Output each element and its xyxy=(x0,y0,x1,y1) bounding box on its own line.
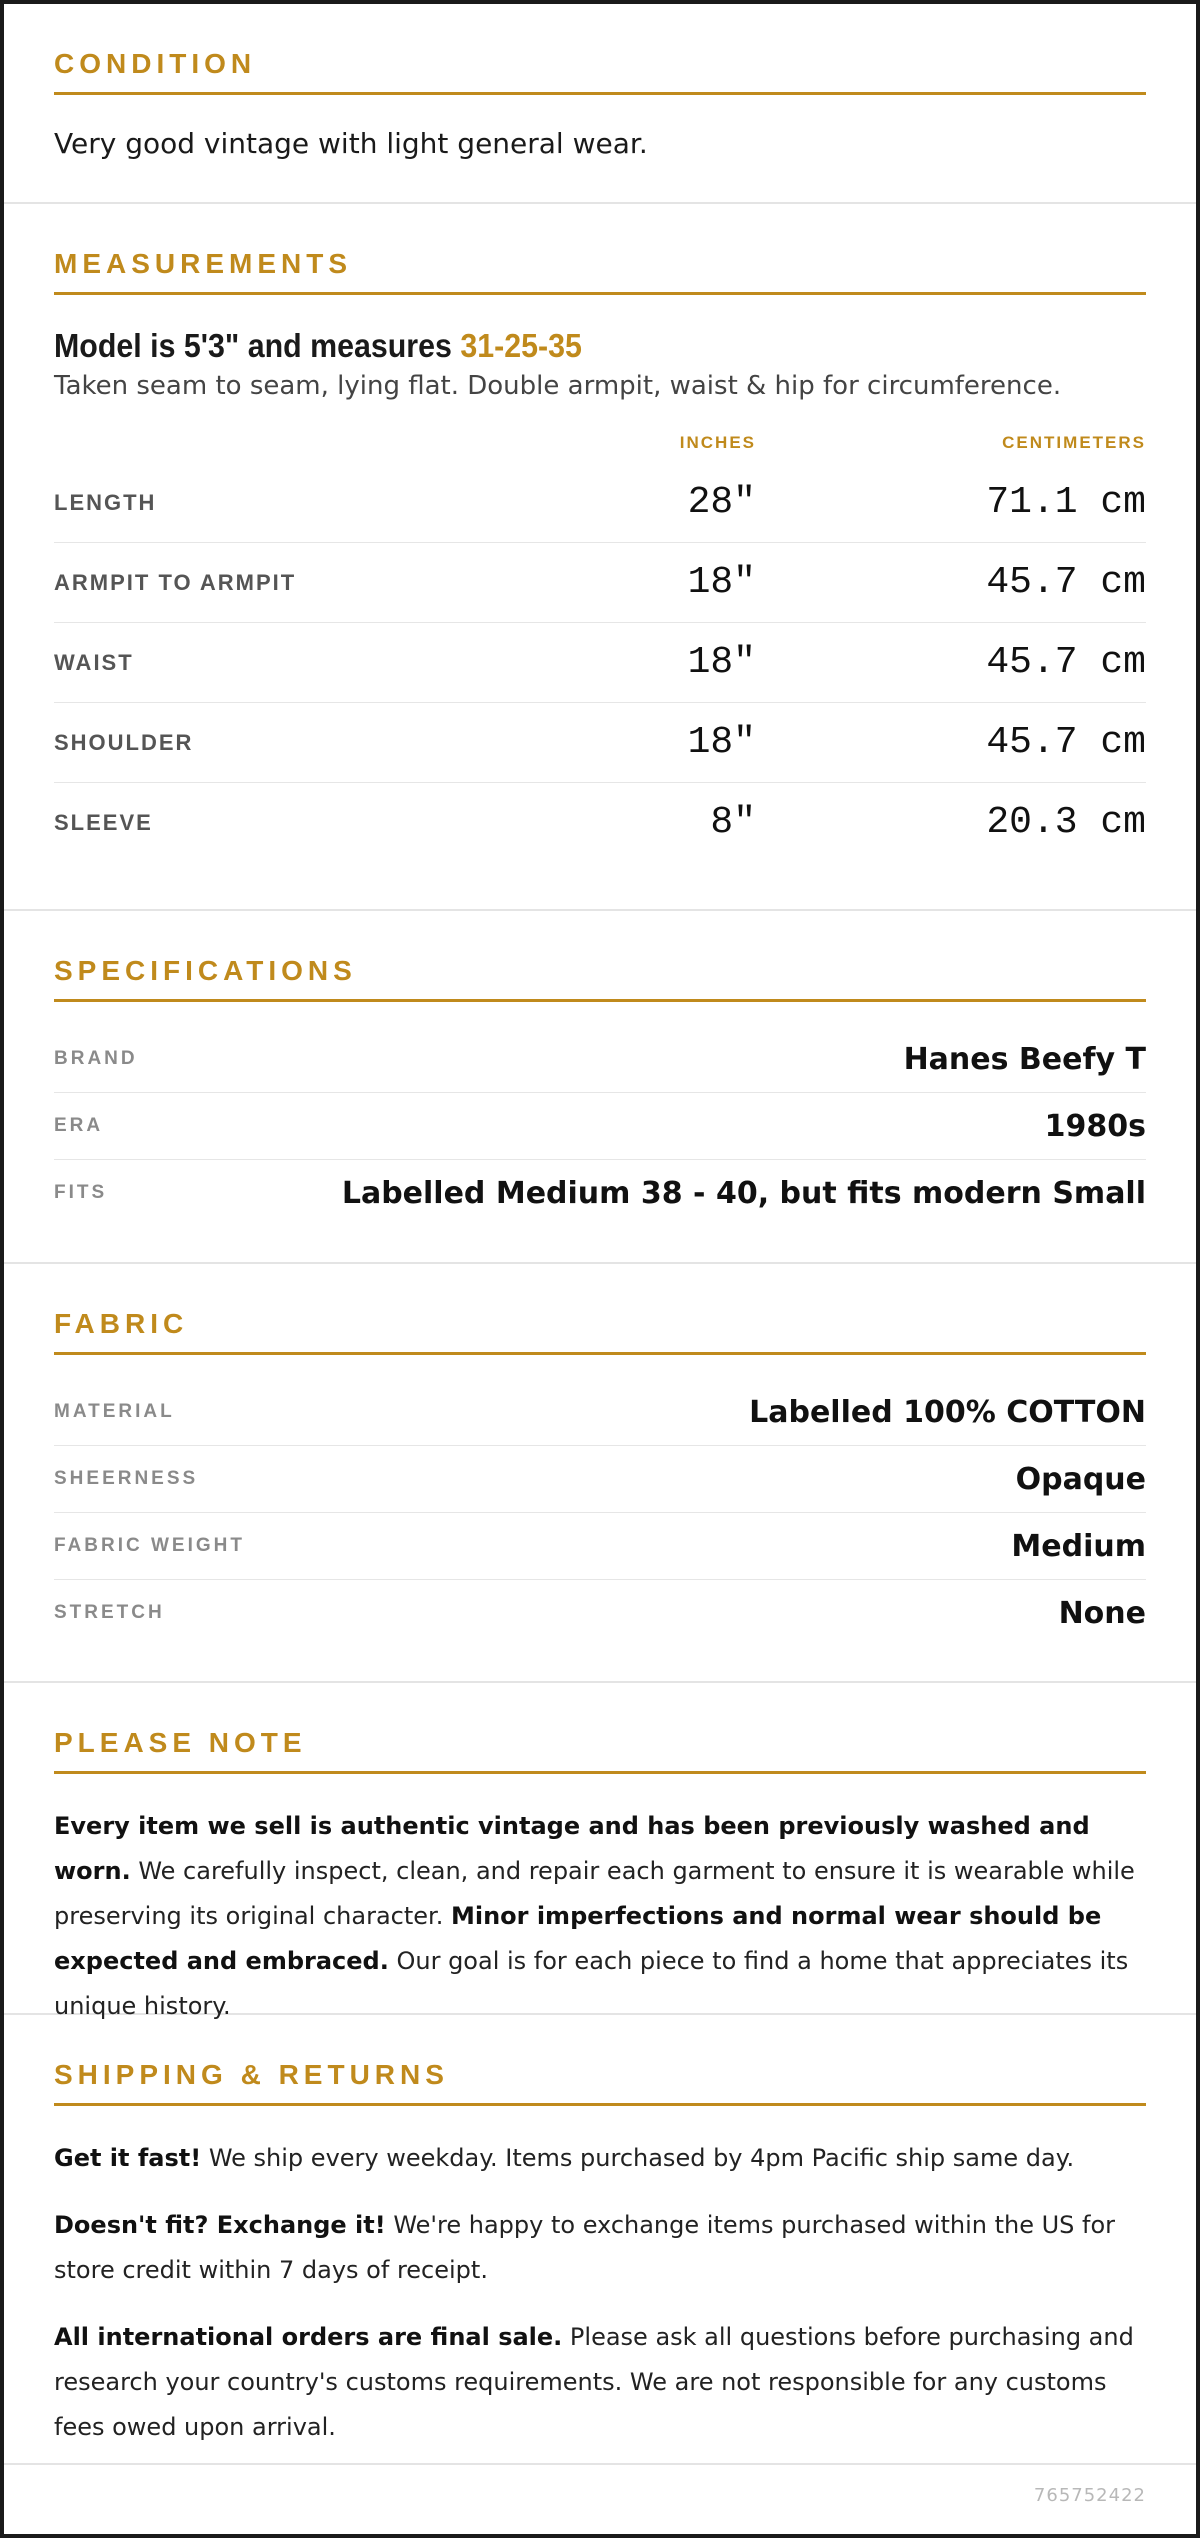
item-id: 765752422 xyxy=(1033,2485,1146,2506)
measurement-cm: 45.7 cm xyxy=(986,641,1146,684)
measurements-table xyxy=(54,423,1146,862)
spec-label: BRAND xyxy=(54,1048,138,1069)
specifications-section xyxy=(4,911,1196,1264)
fabric-value: Medium xyxy=(1011,1528,1146,1564)
note-emphasis: Minor imperfections and normal wear should be expected and embraced. xyxy=(54,1902,1102,1975)
spec-label: FITS xyxy=(54,1182,108,1203)
please-note-heading: PLEASE NOTE xyxy=(54,1727,1146,1774)
footer xyxy=(4,2465,1196,2531)
spec-value: Hanes Beefy T xyxy=(903,1041,1146,1077)
fabric-value: None xyxy=(1058,1595,1146,1631)
centimeters-column-header: CENTIMETERS xyxy=(1002,433,1146,452)
fabric-list xyxy=(54,1379,1146,1646)
model-prefix: Model is 5'3" and measures xyxy=(54,327,461,364)
table-row xyxy=(54,543,1146,623)
model-measurements xyxy=(54,327,1059,365)
condition-section xyxy=(4,4,1196,204)
measurement-method-note: Taken seam to seam, lying flat. Double armpit, waist & hip for circumference. xyxy=(54,371,1062,401)
note-body: Our goal is for each piece to find a home that appreciates its unique history. xyxy=(54,1947,1129,2020)
fabric-value: Opaque xyxy=(1015,1461,1146,1497)
fabric-heading: FABRIC xyxy=(54,1308,1146,1355)
fabric-label: MATERIAL xyxy=(54,1401,175,1422)
specifications-list xyxy=(54,1026,1146,1226)
spec-value: 1980s xyxy=(1044,1108,1146,1144)
table-row xyxy=(54,783,1146,862)
shipping-returns-section xyxy=(4,2015,1196,2465)
measurement-label: ARMPIT TO ARMPIT xyxy=(54,569,297,595)
fabric-label: FABRIC WEIGHT xyxy=(54,1535,245,1556)
fabric-section xyxy=(4,1264,1196,1683)
table-row xyxy=(54,623,1146,703)
spec-label: ERA xyxy=(54,1115,104,1136)
exchange-body: We're happy to exchange items purchased within the US for store credit within 7 days of receipt. xyxy=(54,2211,1116,2284)
condition-heading: CONDITION xyxy=(54,48,1146,95)
measurement-inches: 8" xyxy=(710,801,756,844)
list-item xyxy=(54,1580,1146,1646)
list-item xyxy=(54,1446,1146,1513)
exchange-paragraph xyxy=(54,2203,1146,2293)
measurement-inches: 28" xyxy=(687,481,756,524)
international-emphasis: All international orders are final sale. xyxy=(54,2323,563,2351)
international-paragraph xyxy=(54,2315,1146,2450)
inches-column-header: INCHES xyxy=(679,433,756,452)
measurements-heading: MEASUREMENTS xyxy=(54,248,1146,295)
list-item xyxy=(54,1513,1146,1580)
shipping-emphasis: Get it fast! xyxy=(54,2144,202,2172)
fabric-label: STRETCH xyxy=(54,1602,165,1623)
measurement-label: LENGTH xyxy=(54,489,157,515)
measurements-section xyxy=(4,204,1196,911)
note-emphasis: Every item we sell is authentic vintage and has been previously washed and worn. xyxy=(54,1812,1090,1885)
exchange-emphasis: Doesn't fit? Exchange it! xyxy=(54,2211,386,2239)
table-row xyxy=(54,463,1146,543)
list-item xyxy=(54,1093,1146,1160)
specifications-heading: SPECIFICATIONS xyxy=(54,955,1146,1002)
shipping-paragraph xyxy=(54,2136,1146,2181)
measurement-inches: 18" xyxy=(687,561,756,604)
measurement-cm: 71.1 cm xyxy=(986,481,1146,524)
fabric-label: SHEERNESS xyxy=(54,1468,199,1489)
measurement-inches: 18" xyxy=(687,721,756,764)
measurements-header-row xyxy=(54,423,1146,463)
shipping-body: We ship every weekday. Items purchased by 4pm Pacific ship same day. xyxy=(201,2144,1075,2172)
note-body: We carefully inspect, clean, and repair each garment to ensure it is wearable while preserving its original character. xyxy=(54,1857,1135,1930)
list-item xyxy=(54,1026,1146,1093)
measurement-label: WAIST xyxy=(54,649,134,675)
measurement-cm: 45.7 cm xyxy=(986,561,1146,604)
please-note-section xyxy=(4,1683,1196,2020)
table-row xyxy=(54,703,1146,783)
model-figures: 31-25-35 xyxy=(460,327,582,364)
measurement-label: SHOULDER xyxy=(54,729,194,755)
measurement-cm: 20.3 cm xyxy=(986,801,1146,844)
list-item xyxy=(54,1379,1146,1446)
shipping-returns-heading: SHIPPING & RETURNS xyxy=(54,2059,1146,2106)
list-item xyxy=(54,1160,1146,1226)
measurement-cm: 45.7 cm xyxy=(986,721,1146,764)
condition-text: Very good vintage with light general wear. xyxy=(54,127,648,160)
fabric-value: Labelled 100% COTTON xyxy=(749,1394,1146,1430)
please-note-text xyxy=(54,1804,1146,2029)
measurement-label: SLEEVE xyxy=(54,809,153,835)
measurement-inches: 18" xyxy=(687,641,756,684)
international-body: Please ask all questions before purchasing and research your country's customs requirements. We are not responsible for any customs fees owed upon arrival. xyxy=(54,2323,1134,2441)
spec-value: Labelled Medium 38 - 40, but fits modern Small xyxy=(341,1175,1146,1211)
